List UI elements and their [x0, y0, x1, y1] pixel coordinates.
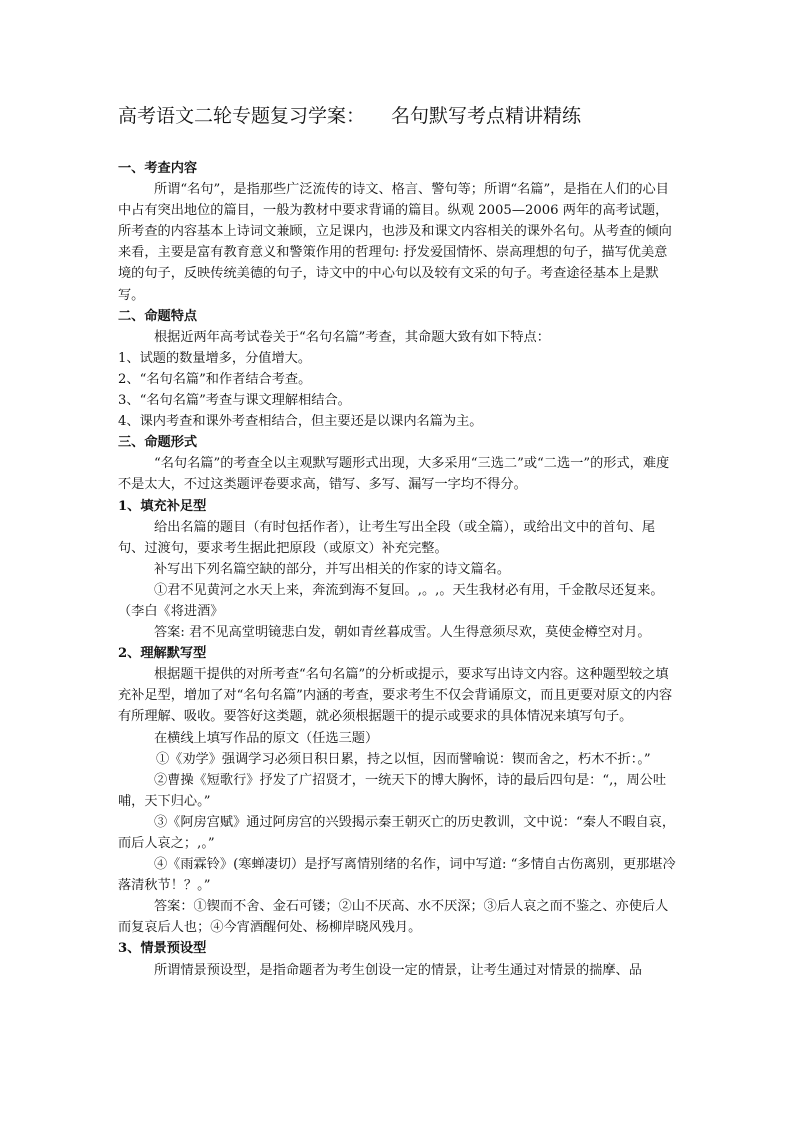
title-part-2: 名句默写考点精讲精练	[391, 105, 582, 127]
answer-text: 答案: 君不见高堂明镜悲白发，朝如青丝暮成雪。人生得意须尽欢，莫使金樽空对月。	[154, 625, 651, 641]
page-title	[118, 102, 718, 130]
section-heading-1: 一、考查内容	[118, 161, 198, 176]
paragraph: 补写出下列名篇空缺的部分，并写出相关的作家的诗文篇名。	[154, 561, 511, 577]
list-item: 4、课内考查和课外考查相结合，但主要还是以课内名篇为主。	[118, 414, 483, 430]
paragraph: 所谓情景预设型，是指命题者为考生创设一定的情景，让考生通过对情景的揣摩、品	[154, 962, 642, 978]
paragraph: 所谓“名句”，是指那些广泛流传的诗文、格言、警句等；所谓“名篇”，是指在人们的心目中占有突出地位的篇目，一般为教材中要求背诵的篇目。纵观 2005—2006 两年的高考试题，所考查的内容基本上诗词文兼顾，立足课内，也涉及和课文内容相关的课外名句。从考查的倾向来看，主要是富有教育意义和警策作用的哲理句: 抒发爱国情怀、崇高理想的句子，描写优美意境的句子，反映传统美德的句子，诗文中的中心句以及较有文采的句子。考查途径基本上是默写。	[118, 182, 672, 303]
paragraph: 根据近两年高考试卷关于“名句名篇”考查，其命题大致有如下特点：	[154, 329, 550, 345]
question-item: ③《阿房宫赋》通过阿房宫的兴毁揭示秦王朝灭亡的历史教训，文中说：“秦人不暇自哀，而后人哀之；,。”	[118, 814, 676, 851]
paragraph: 在横线上填写作品的原文（任选三题）	[154, 730, 379, 746]
list-item: 3、“名句名篇”考查与课文理解相结合。	[118, 393, 351, 409]
document-body	[118, 158, 678, 981]
list-item: 2、“名句名篇”和作者结合考查。	[118, 371, 312, 387]
section-heading-3: 三、命题形式	[118, 435, 198, 451]
paragraph: 根据题干提供的对所考查“名句名篇”的分析或提示，要求写出诗文内容。这种题型较之填充补足型，增加了对“名句名篇”内涵的考查，要求考生不仅会背诵原文，而且更要对原文的内容有所理解、吸收。要答好这类题，就必须根据题干的提示或要求的具体情况来填写句子。	[118, 667, 673, 725]
question-item: ①君不见黄河之水天上来，奔流到海不复回。,。,。天生我材必有用，千金散尽还复来。（李白《将进酒》	[118, 582, 664, 619]
section-heading-2: 二、命题特点	[118, 308, 198, 324]
subsection-heading-2: 2、理解默写型	[118, 646, 207, 662]
title-part-1: 高考语文二轮专题复习学案：	[118, 105, 366, 127]
subsection-heading-1: 1、填充补足型	[118, 498, 207, 514]
question-item: ②曹操《短歌行》抒发了广招贤才，一统天下的博大胸怀，诗的最后四句是：“,，周公吐哺，天下归心。”	[118, 772, 667, 809]
answer-text: 答案：①锲而不舍、金石可镂；②山不厌高、水不厌深；③后人哀之而不鉴之、亦使后人而复哀后人也；④今宵酒醒何处、杨柳岸晓风残月。	[118, 899, 669, 936]
list-item: 1、试题的数量增多，分值增大。	[118, 350, 312, 366]
paragraph: “名句名篇”的考查全以主观默写题形式出现，大多采用“三选二”或“二选一”的形式，难度不是太大，不过这类题评卷要求高，错写、多写、漏写一字均不得分。	[118, 456, 670, 493]
question-item: ①《劝学》强调学习必须日积日累，持之以恒，因而譬喻说：锲而舍之，朽木不折：。”	[156, 751, 651, 767]
paragraph: 给出名篇的题目（有时包括作者），让考生写出全段（或全篇），或给出文中的首句、尾句、过渡句，要求考生据此把原段（或原文）补充完整。	[118, 519, 656, 556]
subsection-heading-3: 3、情景预设型	[118, 941, 207, 957]
question-item: ④《雨霖铃》(寒蝉凄切）是抒写离情别绪的名作，词中写道: “多情自古伤离别，更那堪冷落清秋节！？。”	[118, 857, 676, 894]
